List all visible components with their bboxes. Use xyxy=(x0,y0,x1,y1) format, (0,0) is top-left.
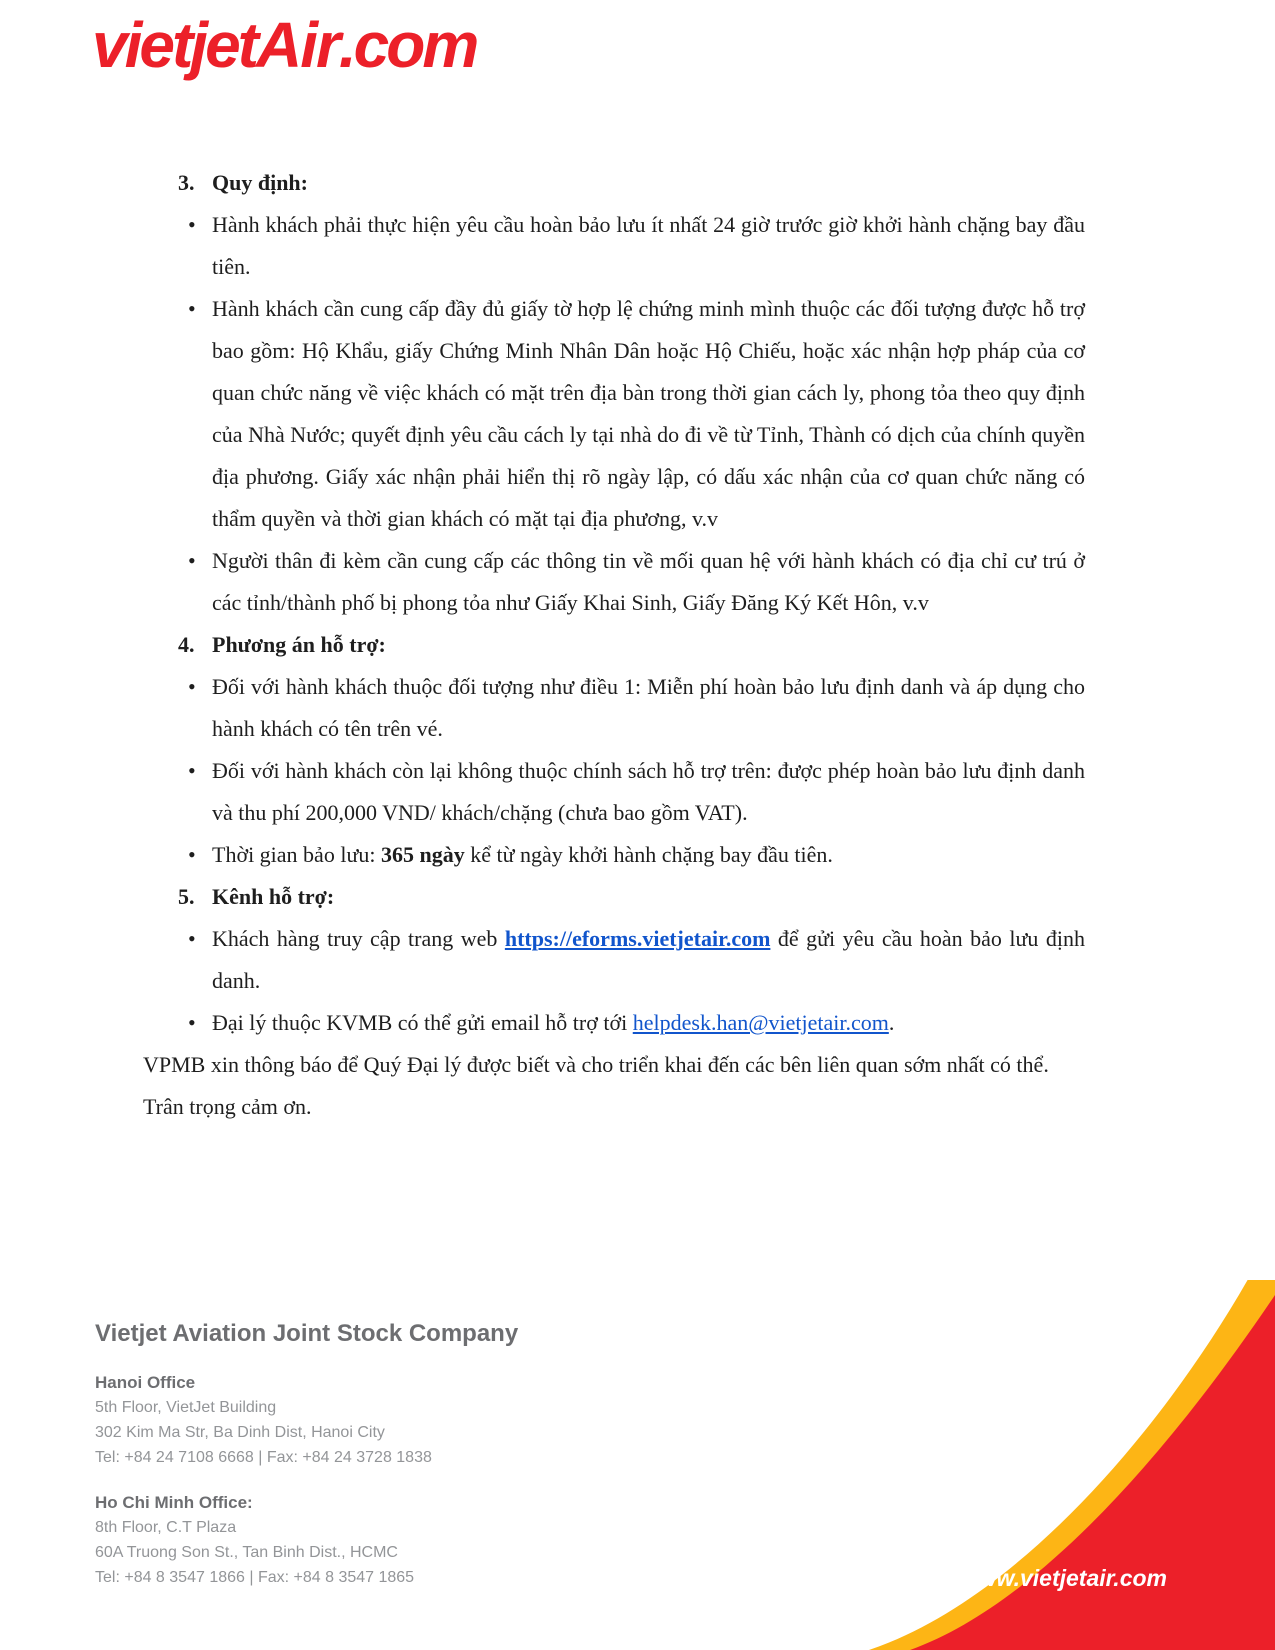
hcm-office-block xyxy=(95,1490,518,1590)
footer xyxy=(95,1320,518,1610)
bullet-item xyxy=(143,1002,1085,1044)
company-name: Vietjet Aviation Joint Stock Company xyxy=(95,1320,519,1347)
hcm-office-phone-line: Tel: +84 8 3547 1866 | Fax: +84 8 3547 1865 xyxy=(95,1569,415,1586)
hcm-office-title: Ho Chi Minh Office: xyxy=(95,1493,253,1512)
closing-paragraph: VPMB xin thông báo để Quý Đại lý được biết và cho triển khai đến các bên liên quan sớm nhất có thể. xyxy=(143,1052,1049,1077)
bullet-icon: • xyxy=(188,212,196,237)
logo-vietjet-text: vietjet xyxy=(92,9,256,81)
hyperlink[interactable]: https://eforms.vietjetair.com xyxy=(504,926,771,951)
bullet-icon: • xyxy=(188,1010,196,1035)
text-segment: 365 ngày xyxy=(380,842,465,867)
logo-dotcom-text: .com xyxy=(338,9,477,81)
website-url-text: www.vietjetair.com xyxy=(960,1565,1167,1591)
bullet-item xyxy=(143,834,1085,876)
text-segment: Đại lý thuộc KVMB có thể gửi email hỗ trợ tới xyxy=(212,1010,633,1035)
hyperlink[interactable]: helpdesk.han@vietjetair.com xyxy=(632,1010,889,1035)
hanoi-office-title: Hanoi Office xyxy=(95,1373,196,1392)
section-number: 3. xyxy=(178,170,195,195)
corner-swoosh-graphic xyxy=(855,1280,1275,1650)
text-segment: Hành khách cần cung cấp đầy đủ giấy tờ hợp lệ chứng minh mình thuộc các đối tượng được hỗ trợ bao gồm: Hộ Khẩu, giấy Chứng Minh Nhân Dân hoặc Hộ Chiếu, hoặc xác nhận hợp pháp của cơ quan chức năng về việc khách có mặt trên địa bàn trong thời gian cách ly, phong tỏa theo quy định của Nhà Nước; quyết định yêu cầu cách ly tại nhà do đi về từ Tỉnh, Thành có dịch của chính quyền địa phương. Giấy xác nhận phải hiển thị rõ ngày lập, có dấu xác nhận của cơ quan chức năng có thẩm quyền và thời gian khách có mặt tại địa phương, v.v xyxy=(212,296,1085,531)
sections-container xyxy=(143,162,1085,1044)
text-segment: Người thân đi kèm cần cung cấp các thông tin về mối quan hệ với hành khách có địa chỉ cư trú ở các tỉnh/thành phố bị phong tỏa như Giấy Khai Sinh, Giấy Đăng Ký Kết Hôn, v.v xyxy=(212,548,1085,615)
sign-off-paragraph: Trân trọng cảm ơn. xyxy=(143,1094,312,1119)
text-segment: Hành khách phải thực hiện yêu cầu hoàn bảo lưu ít nhất 24 giờ trước giờ khởi hành chặng bay đầu tiên. xyxy=(212,212,1085,279)
section-number: 5. xyxy=(178,884,195,909)
section-title: Phương án hỗ trợ: xyxy=(212,632,386,657)
bullet-item xyxy=(143,918,1085,1002)
text-segment: Đối với hành khách còn lại không thuộc chính sách hỗ trợ trên: được phép hoàn bảo lưu định danh và thu phí 200,000 VND/ khách/chặng (chưa bao gồm VAT). xyxy=(212,758,1085,825)
hanoi-office-address-line: 302 Kim Ma Str, Ba Dinh Dist, Hanoi City xyxy=(95,1424,385,1441)
bullet-item xyxy=(143,204,1085,288)
bullet-icon: • xyxy=(188,548,196,573)
hcm-office-address-line: 8th Floor, C.T Plaza xyxy=(95,1519,237,1536)
hanoi-office-phone-line: Tel: +84 24 7108 6668 | Fax: +84 24 3728 1838 xyxy=(95,1449,432,1466)
text-segment: để gửi yêu cầu hoàn bảo lưu định danh. xyxy=(212,926,1085,993)
section-heading xyxy=(143,624,1085,666)
section-heading xyxy=(143,162,1085,204)
document-body xyxy=(143,162,1085,1128)
hcm-office-address-line: 60A Truong Son St., Tan Binh Dist., HCMC xyxy=(95,1544,398,1561)
text-segment: Khách hàng truy cập trang web xyxy=(212,926,505,951)
vietjet-logo xyxy=(92,8,476,82)
bullet-item xyxy=(143,288,1085,540)
text-segment: . xyxy=(888,1010,895,1035)
section-title: Quy định: xyxy=(212,170,308,195)
bullet-icon: • xyxy=(188,842,196,867)
hanoi-office-block xyxy=(95,1370,518,1470)
bullet-icon: • xyxy=(188,926,196,951)
text-segment: Đối với hành khách thuộc đối tượng như điều 1: Miễn phí hoàn bảo lưu định danh và áp dụng cho hành khách có tên trên vé. xyxy=(212,674,1085,741)
section-title: Kênh hỗ trợ: xyxy=(212,884,335,909)
bullet-item xyxy=(143,750,1085,834)
bullet-icon: • xyxy=(188,674,196,699)
bullet-item xyxy=(143,540,1085,624)
bullet-icon: • xyxy=(188,758,196,783)
hanoi-office-address-line: 5th Floor, VietJet Building xyxy=(95,1399,277,1416)
bullet-icon: • xyxy=(188,296,196,321)
section-heading xyxy=(143,876,1085,918)
text-segment: Thời gian bảo lưu: xyxy=(212,842,381,867)
logo-air-text: Air xyxy=(255,9,339,81)
section-number: 4. xyxy=(178,632,195,657)
bullet-item xyxy=(143,666,1085,750)
text-segment: kể từ ngày khởi hành chặng bay đầu tiên. xyxy=(464,842,833,867)
